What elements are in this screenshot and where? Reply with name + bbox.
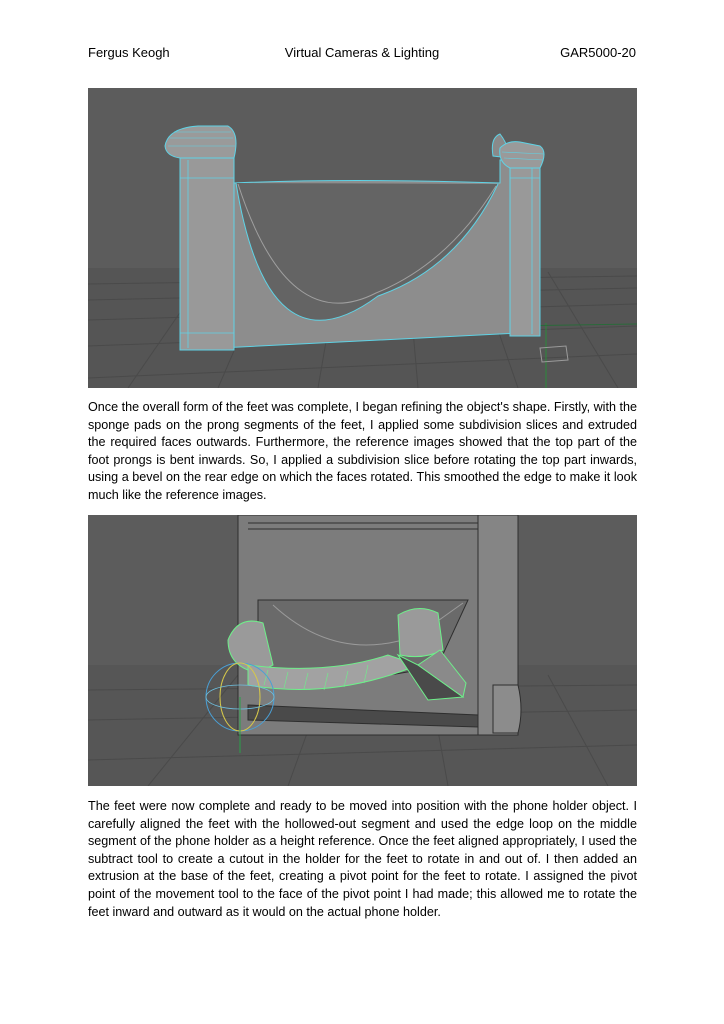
- header-author: Fergus Keogh: [88, 45, 170, 60]
- header-module-title: Virtual Cameras & Lighting: [284, 45, 440, 60]
- figure-feet-aligned-pivot: [88, 515, 637, 786]
- viewport-render-2: [88, 515, 637, 786]
- paragraph-alignment-pivot: The feet were now complete and ready to be moved into position with the phone holder object. I carefully aligned the feet with the hollowed-out segment and used the edge loop on the middle segment of the phone holder as a height reference. Once the feet aligned appropriately, I used the subtract tool to create a cutout in the holder for the feet to rotate in and out of. I then added an extrusion at the base of the feet, creating a pivot point for the feet to rotate. I assigned the pivot point of the movement tool to the face of the pivot point I had made; this allowed me to rotate the feet inward and outward as it would on the actual phone holder.: [88, 799, 637, 919]
- header-module-code: GAR5000-20: [560, 45, 636, 60]
- figure-feet-front-view: [88, 88, 637, 388]
- paragraph-refining-shape: Once the overall form of the feet was complete, I began refining the object's shape. Firstly, with the sponge pads on the prong segments of the feet, I applied some subdivision slices and extruded the required faces outwards. Furthermore, the reference images showed that the top part of the foot prongs is bent inwards. So, I applied a subdivision slice before rotating the top part inwards, using a bevel on the rear edge on which the faces rotated. This smoothed the edge to make it look much like the reference images.: [88, 400, 637, 502]
- viewport-render-1: [88, 88, 637, 388]
